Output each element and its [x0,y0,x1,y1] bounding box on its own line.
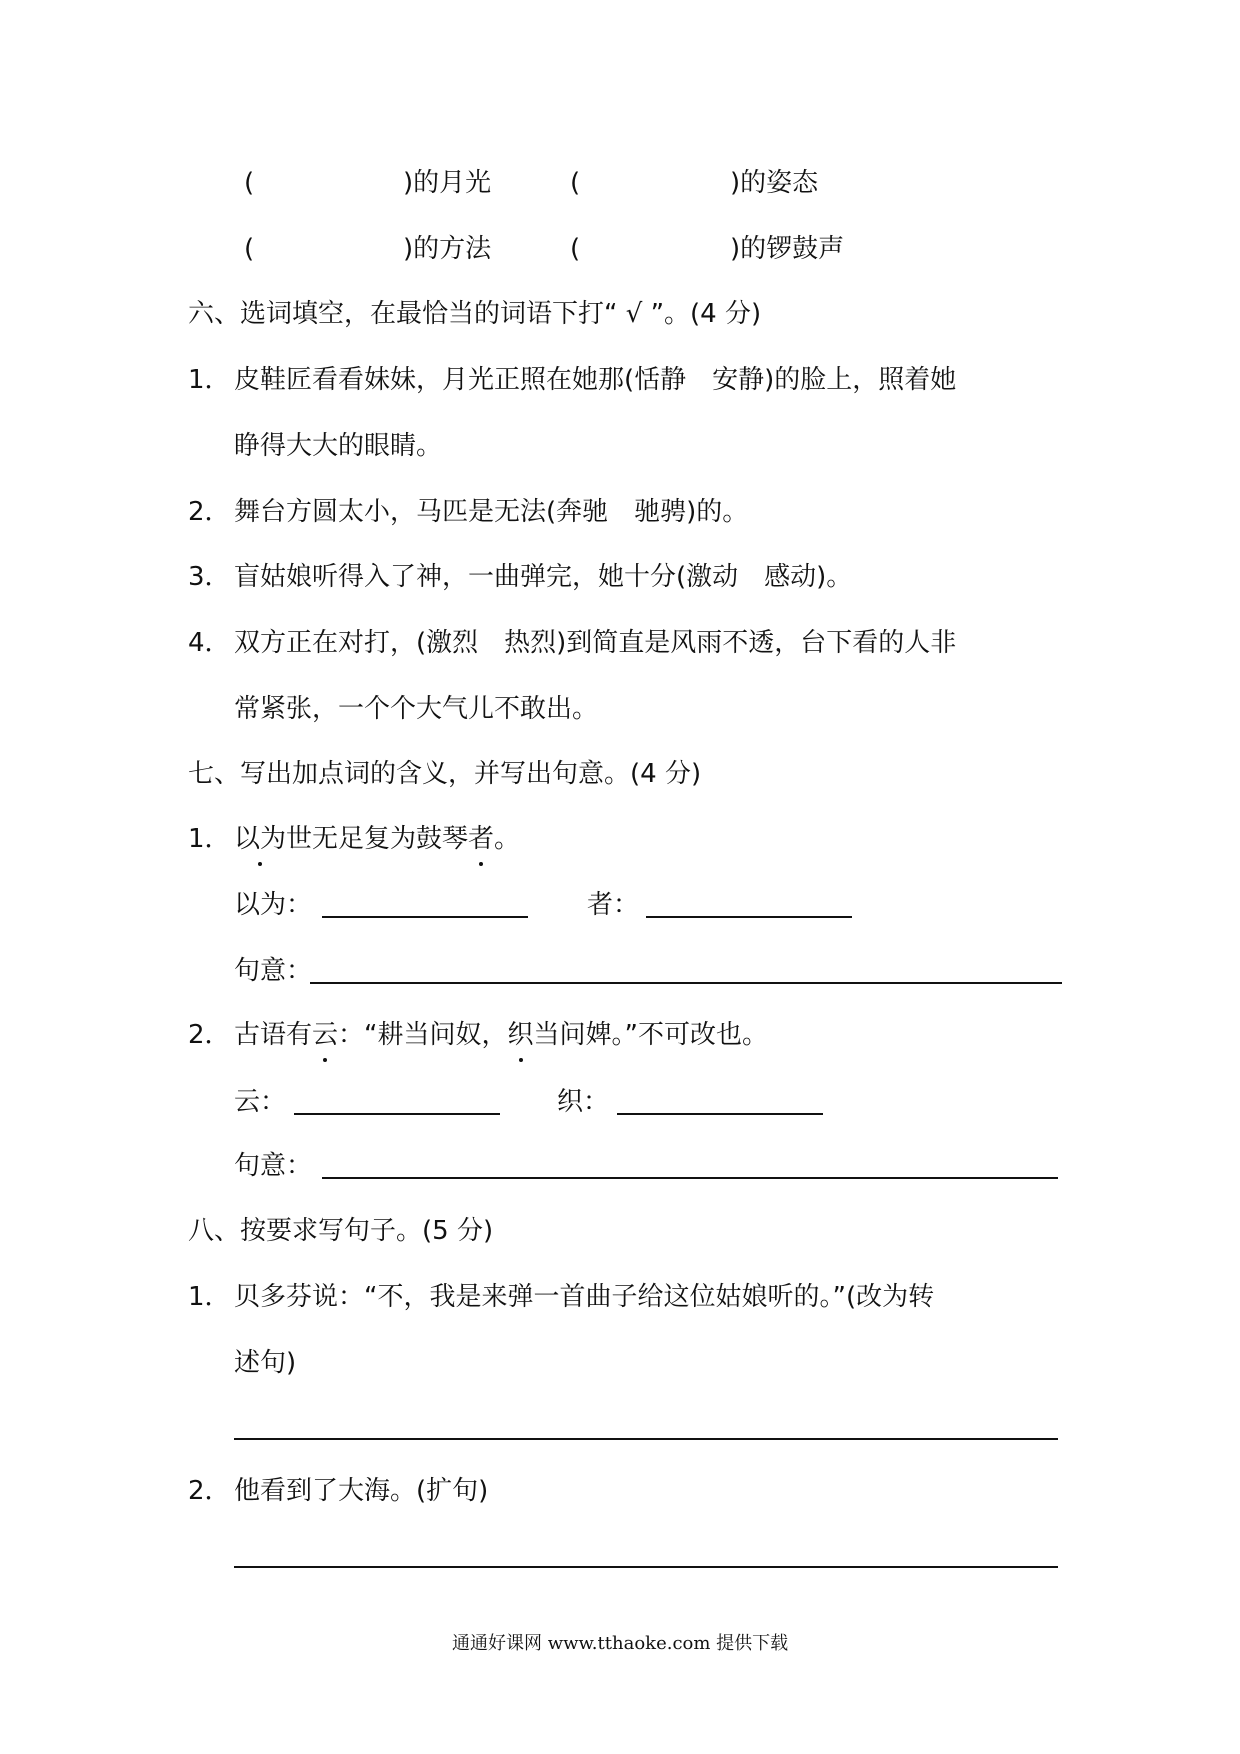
s7-item1-word1-label: 以为： [234,890,313,920]
s8-item1-line2: 述句) [234,1348,297,1378]
s5-row2-left-open: ( [244,234,255,264]
sentence-part: 古语有 [234,1020,313,1050]
dotted-word-yiwei: 以为 [234,824,287,854]
s8-item2-num: 2． [188,1476,231,1506]
s5-row2-right-suffix: )的锣鼓声 [730,234,845,264]
s6-item1-num: 1． [188,365,231,395]
s6-item4-num: 4． [188,628,231,658]
s5-row1-right-suffix: )的姿态 [730,168,819,198]
s6-item2-num: 2． [188,497,231,527]
s7-item1-word1-answer-line[interactable] [322,916,528,918]
dotted-word-zhi: 织 [507,1020,534,1050]
s5-row1-left-suffix: )的月光 [403,168,492,198]
s7-item2-sentence [234,1018,768,1052]
s7-item1-word2-label: 者： [587,890,640,920]
s7-item2-word1-answer-line[interactable] [294,1113,500,1115]
s8-item1-num: 1． [188,1282,231,1312]
sentence-part: 世无足复为鼓琴 [286,824,469,854]
sentence-part: 当问婢。”不可改也。 [533,1020,769,1050]
dotted-word-zhe: 者 [468,824,495,854]
s7-item2-meaning-label: 句意： [234,1151,313,1181]
s5-row1-right-open: ( [570,168,581,198]
s5-row2-right-open: ( [570,234,581,264]
s7-item1-sentence [234,822,520,856]
s6-item4-line1: 双方正在对打，(激烈 热烈)到简直是风雨不透，台下看的人非 [234,628,957,658]
s8-item2-line1: 他看到了大海。(扩句) [234,1476,489,1506]
s8-item1-line1: 贝多芬说：“不，我是来弹一首曲子给这位姑娘听的。”(改为转 [234,1282,935,1312]
sentence-part: ：“耕当问奴， [338,1020,508,1050]
s7-item2-word2-answer-line[interactable] [617,1113,823,1115]
s7-item1-num: 1． [188,824,231,854]
s6-item3-num: 3． [188,562,231,592]
s7-item1-meaning-label: 句意： [234,956,313,986]
s6-item3-line1: 盲姑娘听得入了神，一曲弹完，她十分(激动 感动)。 [234,562,853,592]
s8-item2-answer-line[interactable] [234,1566,1058,1568]
s7-item1-meaning-answer-line[interactable] [310,982,1062,984]
s7-item2-word2-label: 织： [557,1087,610,1117]
s7-item2-word1-label: 云： [234,1087,287,1117]
s6-item1-line1: 皮鞋匠看看妹妹，月光正照在她那(恬静 安静)的脸上，照着她 [234,365,957,395]
dotted-word-yun: 云 [312,1020,339,1050]
s6-item4-line2: 常紧张，一个个大气儿不敢出。 [234,694,599,724]
s6-item1-line2: 睁得大大的眼睛。 [234,431,443,461]
s7-item2-num: 2． [188,1020,231,1050]
s8-item1-answer-line[interactable] [234,1438,1058,1440]
section6-title: 六、选词填空，在最恰当的词语下打“ √ ”。(4 分) [188,299,762,329]
page-footer: 通通好课网 www.tthaoke.com 提供下载 [452,1633,789,1654]
s7-item2-meaning-answer-line[interactable] [322,1177,1058,1179]
s6-item2-line1: 舞台方圆太小，马匹是无法(奔驰 驰骋)的。 [234,497,749,527]
s5-row2-left-suffix: )的方法 [403,234,492,264]
section8-title: 八、按要求写句子。(5 分) [188,1216,494,1246]
section7-title: 七、写出加点词的含义，并写出句意。(4 分) [188,759,702,789]
s5-row1-left-open: ( [244,168,255,198]
s7-item1-word2-answer-line[interactable] [646,916,852,918]
sentence-end: 。 [494,824,521,854]
